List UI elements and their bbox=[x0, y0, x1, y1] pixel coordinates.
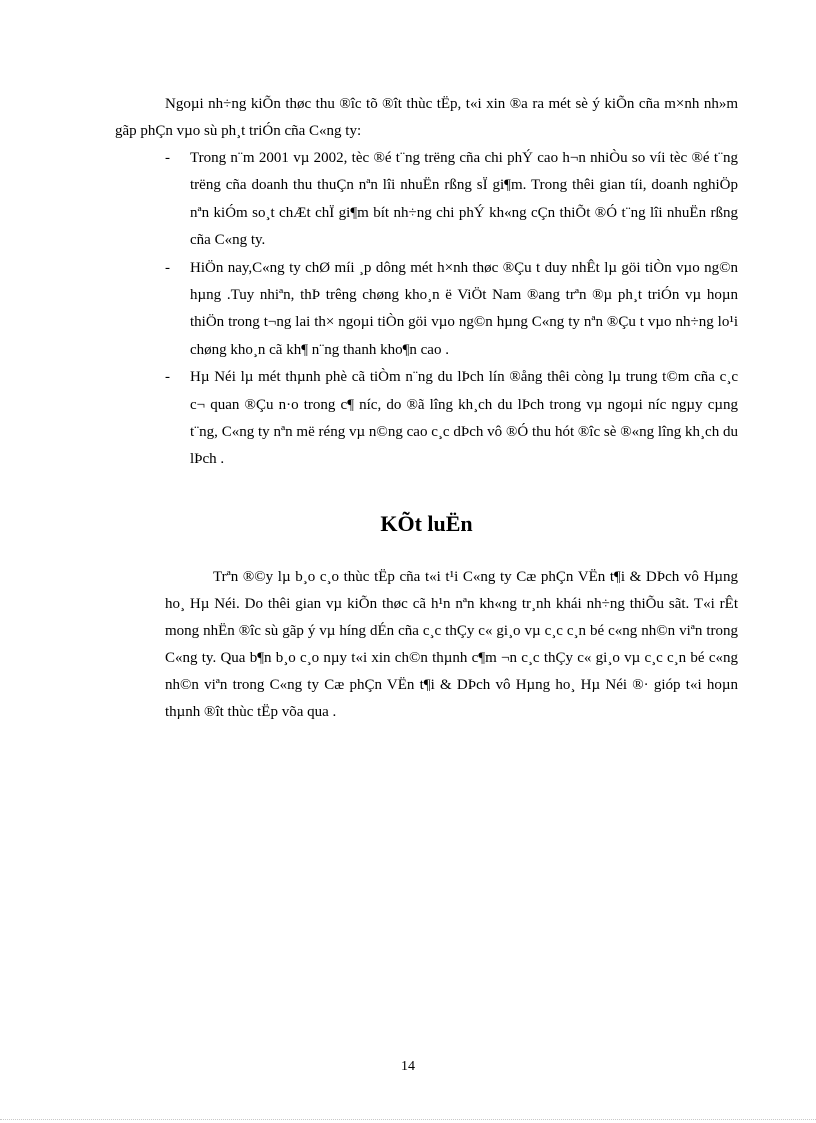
bullet-dash: - bbox=[165, 150, 170, 166]
bullet-dash: - bbox=[165, 369, 170, 386]
list-item bbox=[115, 364, 738, 474]
recommendation-list bbox=[115, 145, 738, 474]
page-number: 14 bbox=[401, 1059, 415, 1074]
intro-paragraph: Ngoµi nh÷ng kiÕn thøc thu ®îc tõ ®ît thùc tËp, t«i xin ®a ra mét sè ý kiÕn cña m×nh nh»m gãp phÇn vµo sù ph¸t triÓn cña C«ng ty: bbox=[115, 96, 738, 139]
list-item-text: HiÖn nay,C«ng ty chØ míi ¸p dông mét h×nh thøc ®Çu t duy nhÊt lµ göi tiÒn vµo ng©n hµng .Tuy nhiªn, thÞ trêng chøng kho¸n ë ViÖt Nam ®ang trªn ®µ ph¸t triÓn vµ hoµn thiÖn trong t¬ng lai th× ngoµi tiÒn göi vµo ng©n hµng C«ng ty nªn ®Çu t vµo nh÷ng lo¹i chøng kho¸n cã kh¶ n¨ng thanh kho¶n cao . bbox=[190, 259, 738, 358]
list-item bbox=[115, 255, 738, 365]
list-item bbox=[115, 145, 738, 255]
bullet-dash: - bbox=[165, 259, 170, 276]
section-heading: KÕt luËn bbox=[380, 511, 473, 536]
list-item-text: Hµ Néi lµ mét thµnh phè cã tiÒm n¨ng du lÞch lín ®ång thêi còng lµ trung t©m cña c¸c c¬ quan ®Çu n·o trong c¶ níc, do ®ã lîng kh¸ch du lÞch trong vµ ngoµi níc ngµy cµng t¨ng, C«ng ty nªn më réng vµ n©ng cao c¸c dÞch vô ®Ó thu hót ®îc sè ®«ng lîng kh¸ch du lÞch . bbox=[190, 369, 738, 468]
conclusion-paragraph: Trªn ®©y lµ b¸o c¸o thùc tËp cña t«i t¹i C«ng ty Cæ phÇn VËn t¶i & DÞch vô Hµng ho¸ Hµ Néi. Do thêi gian vµ kiÕn thøc cã h¹n nªn kh«ng tr¸nh khái nh÷ng thiÕu sãt. T«i rÊt mong nhËn ®îc sù gãp ý vµ híng dÉn cña c¸c thÇy c« gi¸o vµ c¸c c¸n bé c«ng nh©n viªn trong C«ng ty. Qua b¶n b¸o c¸o nµy t«i xin ch©n thµnh c¶m ¬n c¸c thÇy c« gi¸o vµ c¸c c¸n bé c«ng nh©n viªn trong C«ng ty Cæ phÇn VËn t¶i & DÞch vô Hµng ho¸ Hµ Néi ®· gióp t«i hoµn thµnh ®ît thùc tËp võa qua . bbox=[165, 569, 738, 720]
list-item-text: Trong n¨m 2001 vµ 2002, tèc ®é t¨ng trëng cña chi phÝ cao h¬n nhiÒu so víi tèc ®é t¨ng trëng cña doanh thu thuÇn nªn lîi nhuËn rßng sÏ gi¶m. Trong thêi gian tíi, doanh nghiÖp nªn kiÓm so¸t chÆt chÏ gi¶m bít nh÷ng chi phÝ kh«ng cÇn thiÕt ®Ó t¨ng lîi nhuËn rßng cña C«ng ty. bbox=[190, 150, 738, 249]
page-bottom-divider bbox=[0, 1119, 816, 1120]
